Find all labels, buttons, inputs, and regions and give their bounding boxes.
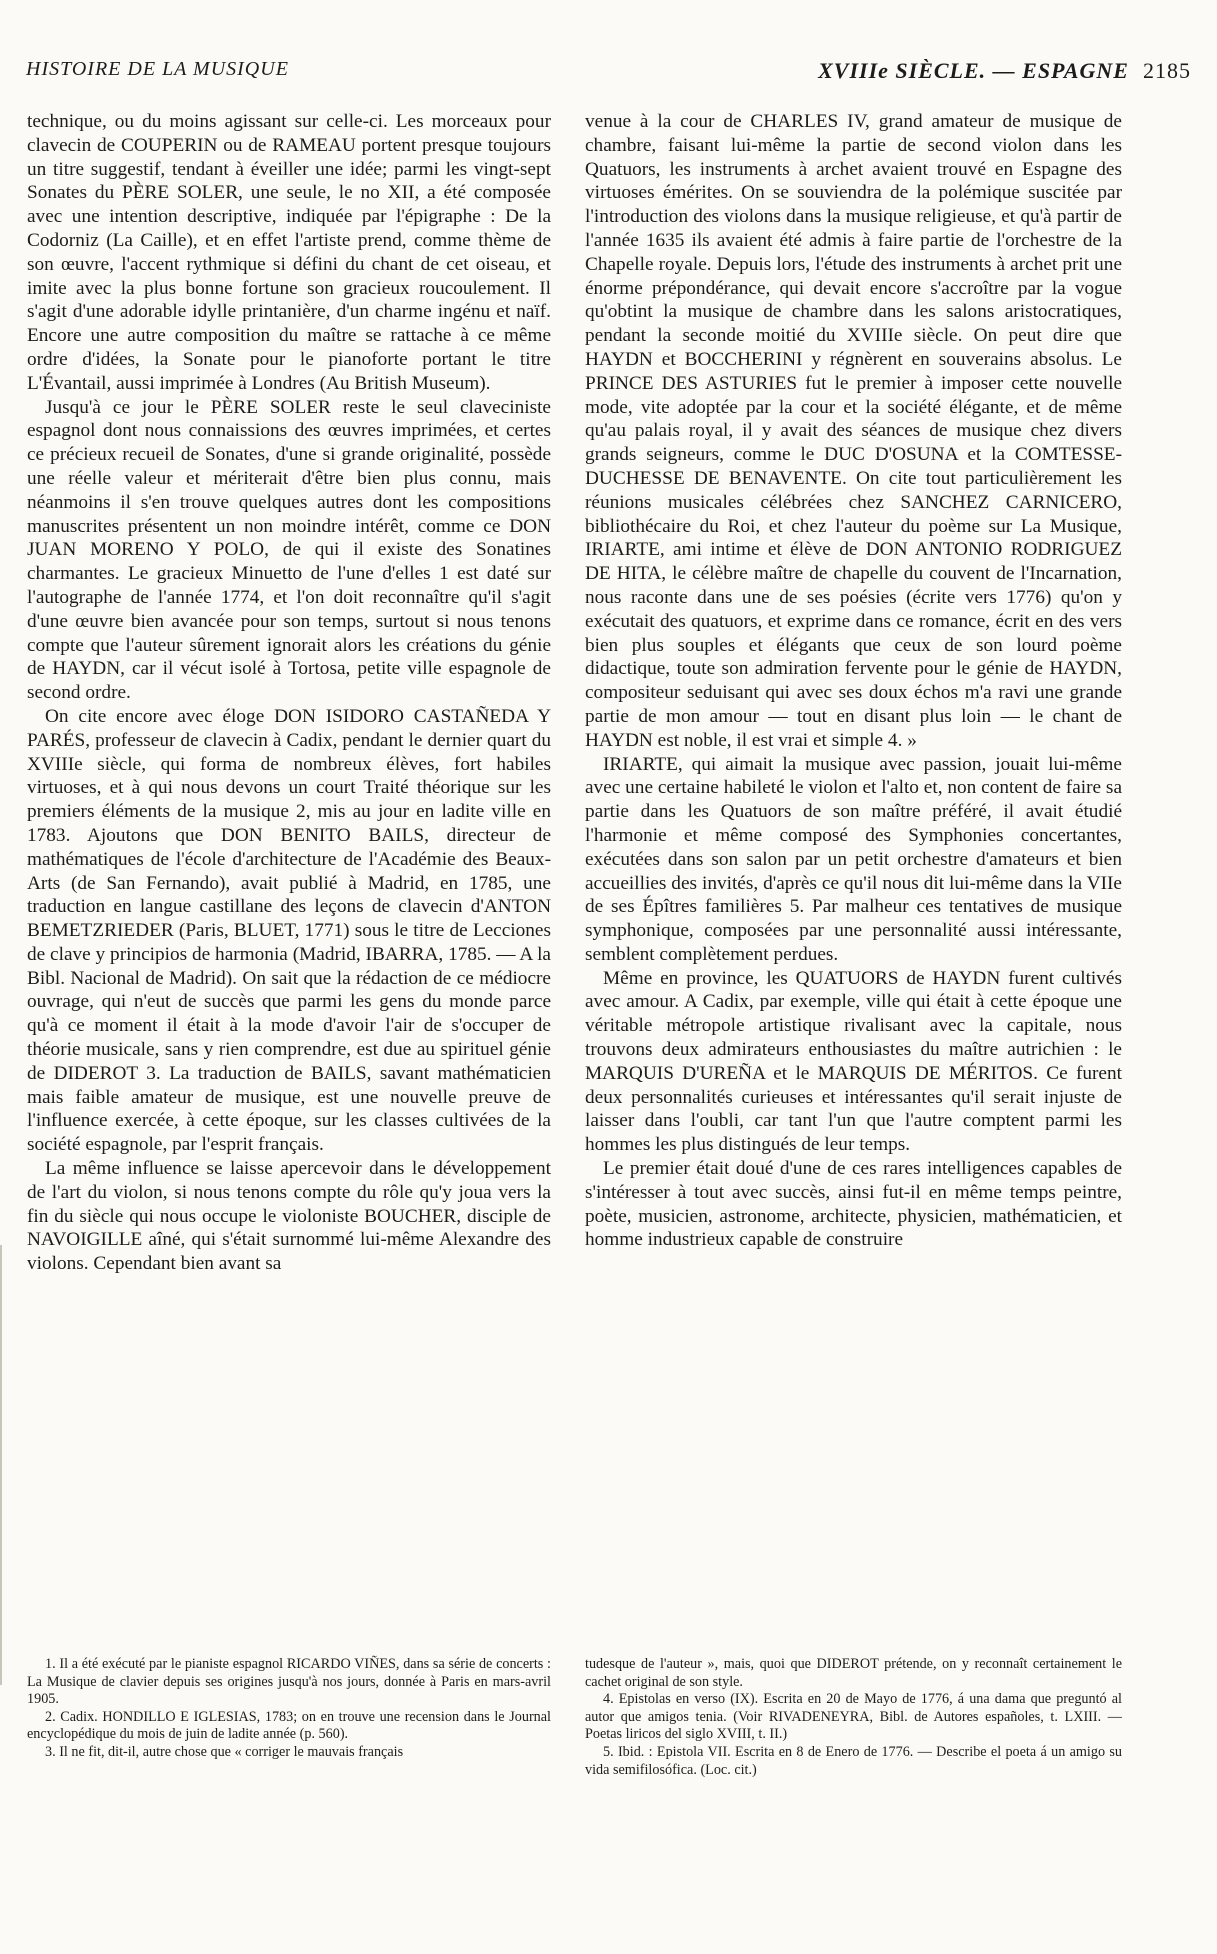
footnote-3: 3. Il ne fit, dit-il, autre chose que « corriger le mauvais français: [45, 1743, 404, 1760]
footnotes-right: [585, 1656, 1122, 1779]
left-column: [27, 110, 551, 1276]
right-column: [585, 110, 1122, 1252]
paragraph: Même en province, les QUATUORS de HAYDN furent cultivés avec amour. A Cadix, par exemple, ville qui était à cette époque une véritable métropole artistique rivalisant avec la capitale, nous trouvons deux admirateurs enthousiastes du maître autrichien : le MARQUIS D'UREÑA et le MARQUIS DE MÉRITOS. Ce furent deux personnalités curieuses et intéressantes qu'il serait injuste de laisser dans l'oubli, car tant l'un que l'autre comptent parmi les hommes les plus distingués de leur temps.: [585, 967, 1122, 1156]
paragraph: Le premier était doué d'une de ces rares intelligences capables de s'intéresser à tout avec succès, ainsi fut-il en même temps peintre, poète, musicien, astronome, architecte, physicien, mathématicien, et homme industrieux capable de construire: [585, 1158, 1122, 1251]
paragraph: venue à la cour de CHARLES IV, grand amateur de musique de chambre, faisant lui-même la partie de second violon dans les Quatuors, les instruments à archet avaient trouvé en Espagne des virtuoses émérites. On se souviendra de la polémique suscitée par l'introduction des violons dans la musique religieuse, et qu'à partir de l'année 1635 ils avaient été admis à faire partie de l'orchestre de la Chapelle royale. Depuis lors, l'étude des instruments à archet prit une énorme prépondérance, qui devait encore s'accroître par la vogue qu'obtint la musique de chambre dans les salons aristocratiques, pendant la seconde moitié du XVIIIe siècle. On peut dire que HAYDN et BOCCHERINI y régnèrent en souverains absolus. Le PRINCE DES ASTURIES fut le premier à imposer cette nouvelle mode, vite adoptée par la cour et la société élégante, et de même qu'au palais royal, il y avait des séances de musique chez divers grands seigneurs, comme le DUC D'OSUNA et la COMTESSE-DUCHESSE DE BENAVENTE. On cite tout particulièrement les réunions musicales célébrées chez SANCHEZ CARNICERO, bibliothécaire du Roi, et chez l'auteur du poème sur La Musique, IRIARTE, ami intime et élève de DON ANTONIO RODRIGUEZ DE HITA, le célèbre maître de chapelle du couvent de l'Incarnation, nous raconte dans une de ses poésies (écrite vers 1776) qu'on y exécutait des quatuors, et exprime dans ce romance, écrit en des vers bien plus souples et élégants que ceux de son lourd poème didactique, toute son admiration fervente pour le génie de HAYDN, compositeur seduisant qui avec ses doux échos m'a ravi une grande partie de mon amour — tout en disant plus loin — le chant de HAYDN est noble, il est vrai et simple 4. »: [585, 111, 1122, 751]
footnote-3-continued: tudesque de l'auteur », mais, quoi que DIDEROT prétende, on y reconnaît certainement le cachet original de son style.: [585, 1656, 1122, 1690]
page-number: 2185: [1143, 58, 1191, 83]
footnotes-left: [27, 1656, 551, 1762]
header-book-title: HISTOIRE DE LA MUSIQUE: [26, 58, 289, 80]
footnote-2: 2. Cadix. HONDILLO E IGLESIAS, 1783; on en trouve une recension dans le Journal encyclopédique du mois de juin de ladite année (p. 560).: [27, 1708, 551, 1743]
header-chapter: [818, 58, 1191, 84]
paragraph: IRIARTE, qui aimait la musique avec passion, jouait lui-même avec une certaine habileté le violon et l'alto et, non content de faire sa partie dans les Quatuors de son maître préféré, il avait étudié l'harmonie et même composé des Symphonies concertantes, exécutées dans son salon par un petit orchestre d'amateurs et bien accueillies des invités, d'après ce qu'il nous dit lui-même dans la VIIe de ses Épîtres familières 5. Par malheur ces tentatives de musique symphonique, composées par une personnalité aussi intéressante, semblent complètement perdues.: [585, 753, 1122, 965]
paragraph: Jusqu'à ce jour le PÈRE SOLER reste le seul claveciniste espagnol dont nous connaissions des œuvres imprimées, et certes ce précieux recueil de Sonates, d'une si grande originalité, possède une réelle valeur et mériterait d'être bien plus connu, mais néanmoins il s'en trouve quelques autres dont les compositions manuscrites présentent un non moindre intérêt, comme ce DON JUAN MORENO Y POLO, de qui il existe des Sonatines charmantes. Le gracieux Minuetto de l'une d'elles 1 est daté sur l'autographe de l'année 1774, et l'on doit reconnaître qu'il s'agit d'une œuvre bien avancée pour son temps, surtout si nous tenons compte que l'auteur sûrement ignorait alors les créations du génie de HAYDN, car il vécut isolé à Tortosa, petite ville espagnole de second ordre.: [27, 396, 551, 704]
running-header: [26, 58, 1191, 88]
footnote-5: 5. Ibid. : Epistola VII. Escrita en 8 de Enero de 1776. — Describe el poeta á un amigo su vida semifilosófica. (Loc. cit.): [585, 1743, 1122, 1778]
paragraph: technique, ou du moins agissant sur celle-ci. Les morceaux pour clavecin de COUPERIN ou de RAMEAU portent presque toujours un titre suggestif, tendant à éveiller une idée; parmi les vingt-sept Sonates du PÈRE SOLER, une seule, le no XII, a été composée avec une intention descriptive, indiquée par l'épigraphe : De la Codorniz (La Caille), et en effet l'artiste prend, comme thème de son œuvre, l'accent rythmique si défini du chant de cet oiseau, et imite avec la plus bonne fortune son gracieux roucoulement. Il s'agit d'une adorable idylle printanière, d'un charme ingénu et naïf. Encore une autre composition du maître se rattache à ce même ordre d'idées, la Sonate pour le pianoforte portant le titre L'Évantail, aussi imprimée à Londres (Au British Museum).: [27, 111, 551, 394]
footnote-1: 1. Il a été exécuté par le pianiste espagnol RICARDO VIÑES, dans sa série de concerts : La Musique de clavier depuis ses origines jusqu'à nos jours, donnée à Paris en mars-avril 1905.: [27, 1656, 551, 1708]
header-chapter-title: XVIIIe SIÈCLE. — ESPAGNE: [818, 58, 1129, 83]
paragraph: La même influence se laisse apercevoir dans le développement de l'art du violon, si nous tenons compte du rôle qu'y joua vers la fin du siècle qui nous occupe le violoniste BOUCHER, disciple de NAVOIGILLE aîné, qui s'était surnommé lui-même Alexandre des violons. Cependant bien avant sa: [27, 1158, 551, 1275]
page-edge-shadow: [0, 1245, 2, 1685]
paragraph: On cite encore avec éloge DON ISIDORO CASTAÑEDA Y PARÉS, professeur de clavecin à Cadix, pendant le dernier quart du XVIIIe siècle, qui forma de nombreux élèves, fort habiles virtuoses, et à qui nous devons un court Traité théorique sur les premiers éléments de la musique 2, mis au jour en ladite ville en 1783. Ajoutons que DON BENITO BAILS, directeur de mathématiques de l'école d'architecture de l'Académie des Beaux-Arts (de San Fernando), avait publié à Madrid, en 1785, une traduction en langue castillane des leçons de clavecin d'ANTON BEMETZRIEDER (Paris, BLUET, 1771) sous le titre de Lecciones de clave y principios de harmonia (Madrid, IBARRA, 1785. — A la Bibl. Nacional de Madrid). On sait que la rédaction de ce médiocre ouvrage, qui n'eut de succès que parmi les gens du monde parce qu'à ce moment il était à la mode d'avoir l'air de s'occuper de théorie musicale, sans y rien comprendre, est due au spirituel génie de DIDEROT 3. La traduction de BAILS, savant mathématicien mais faible amateur de musique, est une nouvelle preuve de l'influence exercée, à cette époque, sur les classes cultivées de la société espagnole, par l'esprit français.: [27, 705, 551, 1156]
footnote-4: 4. Epistolas en verso (IX). Escrita en 20 de Mayo de 1776, á una dama que preguntó al autor que amigos tenia. (Voir RIVADENEYRA, Bibl. de Autores españoles, t. LXIII. — Poetas liricos del siglo XVIII, t. II.): [585, 1691, 1122, 1743]
